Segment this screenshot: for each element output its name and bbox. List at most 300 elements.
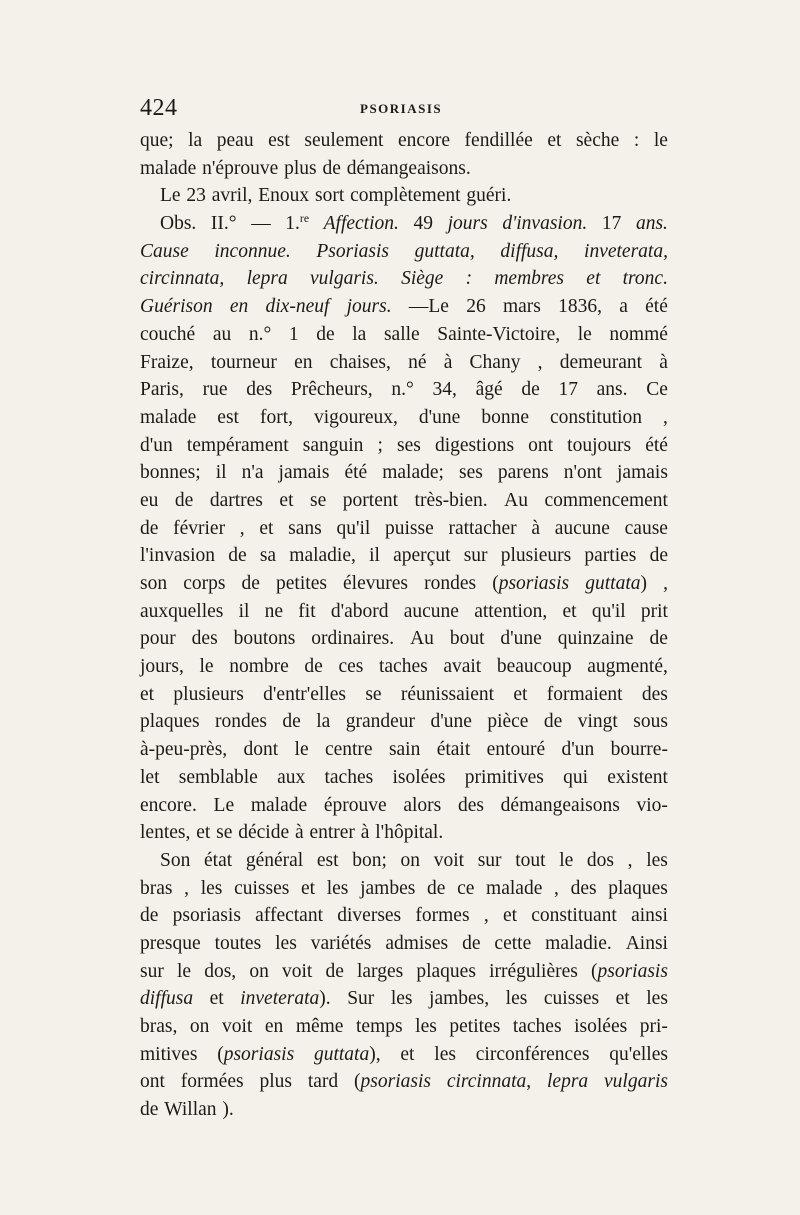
word: jambes, bbox=[429, 988, 490, 1010]
text-line bbox=[140, 875, 668, 903]
text-line bbox=[140, 681, 668, 709]
word: bras bbox=[140, 877, 173, 899]
word: (psoriasis bbox=[492, 573, 570, 594]
word: 49 bbox=[413, 213, 434, 235]
word: aperçut bbox=[393, 545, 451, 567]
word: à bbox=[294, 822, 304, 844]
word: pri- bbox=[639, 1016, 668, 1037]
word: Ainsi bbox=[625, 932, 668, 954]
word: de bbox=[140, 517, 159, 539]
text-line bbox=[140, 404, 668, 432]
word: il bbox=[369, 545, 380, 567]
word: très-bien. bbox=[414, 489, 488, 511]
word: digestions bbox=[434, 434, 515, 456]
word: boutons bbox=[233, 628, 296, 650]
text-line bbox=[140, 238, 668, 266]
word: Enoux bbox=[258, 185, 310, 207]
text-line bbox=[140, 265, 668, 293]
word: ont bbox=[140, 1071, 165, 1093]
word: à-peu-près, bbox=[140, 739, 228, 761]
text-line bbox=[140, 542, 668, 570]
word: de bbox=[228, 545, 247, 567]
word: se bbox=[216, 822, 233, 844]
word: à bbox=[659, 351, 668, 373]
text-line bbox=[140, 653, 668, 681]
text-line bbox=[140, 210, 668, 238]
word: mars bbox=[502, 296, 541, 318]
text-line bbox=[140, 293, 668, 321]
word: plus bbox=[259, 1071, 292, 1093]
word: n'ont bbox=[563, 462, 602, 484]
word: ses bbox=[397, 434, 421, 456]
word: malade bbox=[140, 406, 197, 428]
word: n'éprouve bbox=[202, 157, 279, 179]
word: rattacher bbox=[448, 517, 517, 539]
word: l'invasion bbox=[140, 545, 216, 567]
word: Obs. bbox=[160, 213, 197, 235]
word: de bbox=[325, 960, 344, 982]
word: sur bbox=[140, 960, 164, 982]
word: pièce bbox=[487, 711, 529, 733]
text-line bbox=[140, 155, 668, 183]
word: : bbox=[633, 130, 640, 151]
word: malade; bbox=[382, 462, 444, 484]
word: chaises, bbox=[329, 351, 391, 373]
word: et bbox=[259, 517, 274, 539]
word: diffusa bbox=[140, 988, 194, 1010]
word: les bbox=[646, 849, 668, 871]
word: portent bbox=[342, 489, 399, 511]
word: de bbox=[322, 157, 341, 179]
word: se bbox=[365, 683, 382, 705]
word: mitives bbox=[140, 1043, 198, 1065]
word: admises bbox=[385, 932, 449, 954]
word: voit bbox=[281, 960, 313, 982]
text-line bbox=[140, 459, 668, 487]
word: sur bbox=[477, 849, 502, 871]
word: né bbox=[408, 351, 427, 373]
word: Fraize, bbox=[140, 351, 194, 373]
word: auxquelles bbox=[140, 600, 224, 622]
word: bon; bbox=[352, 849, 387, 871]
word: presque bbox=[140, 932, 201, 954]
word: et bbox=[502, 905, 518, 927]
word: formes bbox=[415, 905, 470, 927]
word: 1836, bbox=[558, 296, 602, 318]
word: puisse bbox=[385, 517, 434, 539]
word: plaques bbox=[608, 877, 668, 899]
word: quinzaine bbox=[557, 628, 634, 650]
word: en bbox=[229, 296, 249, 318]
word: de bbox=[649, 628, 668, 650]
word: d'un bbox=[140, 434, 173, 456]
word: aucune bbox=[403, 600, 459, 622]
word: ). bbox=[222, 1099, 234, 1121]
word: qu'il bbox=[591, 600, 626, 622]
word: de bbox=[649, 545, 668, 567]
word: à bbox=[531, 517, 541, 539]
word: des bbox=[641, 683, 668, 705]
word: ont bbox=[528, 434, 554, 456]
word: ans. bbox=[596, 379, 628, 401]
word: malade bbox=[140, 157, 197, 179]
word: et bbox=[279, 489, 294, 511]
word: sur bbox=[463, 545, 488, 567]
word: le bbox=[577, 323, 592, 345]
word: au bbox=[212, 323, 232, 345]
word: formaient bbox=[546, 683, 623, 705]
word: démangeaisons bbox=[500, 794, 620, 816]
word: voit bbox=[221, 1016, 253, 1037]
word: d'invasion. bbox=[502, 213, 588, 235]
word: d'entr'elles bbox=[263, 683, 346, 705]
word: la bbox=[352, 323, 367, 345]
word: petites bbox=[276, 573, 327, 594]
word: attention, bbox=[474, 600, 548, 622]
word: Chany bbox=[469, 351, 521, 373]
word: (psoriasis bbox=[591, 960, 668, 982]
word: jours. bbox=[346, 296, 392, 318]
word: de bbox=[521, 379, 540, 401]
text-line bbox=[140, 349, 668, 377]
word: couché bbox=[140, 323, 196, 345]
word: bourre- bbox=[610, 739, 668, 761]
word: la bbox=[316, 711, 331, 733]
word: vio- bbox=[636, 794, 668, 816]
word: ; bbox=[377, 434, 383, 456]
text-line bbox=[140, 321, 668, 349]
word: tronc. bbox=[622, 268, 668, 290]
word: cette bbox=[494, 932, 532, 954]
word: à bbox=[360, 822, 370, 844]
word: inconnue. bbox=[214, 240, 291, 262]
word: , bbox=[663, 406, 668, 428]
word: les bbox=[505, 988, 528, 1010]
text-line bbox=[140, 958, 668, 986]
word: inveterata). bbox=[240, 988, 331, 1010]
word: cause bbox=[624, 517, 668, 539]
word: , bbox=[554, 877, 559, 899]
word: d'un bbox=[561, 739, 595, 761]
word: l'hôpital. bbox=[375, 822, 444, 844]
word: — bbox=[251, 213, 271, 235]
word: , bbox=[537, 351, 543, 373]
word: larges bbox=[356, 960, 404, 982]
word: rondes bbox=[215, 711, 267, 733]
text-line bbox=[140, 1068, 668, 1096]
word: bonne bbox=[481, 406, 529, 428]
word: en bbox=[264, 1016, 284, 1037]
word: constitution bbox=[549, 406, 643, 428]
word: fort, bbox=[259, 406, 293, 428]
word: il bbox=[215, 462, 227, 484]
text-line bbox=[140, 764, 668, 792]
word: Au bbox=[504, 489, 528, 511]
word: maladie. bbox=[545, 932, 612, 954]
word: Son bbox=[160, 849, 191, 871]
text-line bbox=[140, 792, 668, 820]
word: aux bbox=[277, 766, 306, 788]
word: d'abord bbox=[330, 600, 389, 622]
word: la bbox=[188, 130, 203, 151]
word: dartres bbox=[209, 489, 263, 511]
word: qu'elles bbox=[609, 1043, 668, 1065]
text-line bbox=[140, 736, 668, 764]
word: tout bbox=[515, 849, 546, 871]
body-text bbox=[140, 127, 668, 1124]
word: —Le bbox=[408, 296, 449, 318]
word: sanguin bbox=[302, 434, 364, 456]
word: de bbox=[282, 711, 301, 733]
word: plaques bbox=[416, 960, 476, 982]
word: et bbox=[209, 988, 224, 1010]
word: est bbox=[217, 406, 239, 428]
word: affectant bbox=[255, 905, 323, 927]
word: de bbox=[241, 573, 260, 594]
word: même bbox=[295, 1016, 344, 1037]
word: d'une bbox=[418, 406, 461, 428]
word: 26 bbox=[466, 296, 486, 318]
word: isolées bbox=[392, 766, 446, 788]
word: salle bbox=[383, 323, 420, 345]
word: dix-neuf bbox=[265, 296, 330, 318]
word: , bbox=[184, 877, 190, 899]
word: été bbox=[344, 462, 368, 484]
word: existent bbox=[607, 766, 668, 788]
word: n.° bbox=[391, 379, 414, 401]
word: les bbox=[415, 1016, 437, 1037]
text-line bbox=[140, 127, 668, 155]
text-line bbox=[140, 182, 668, 210]
word: bras, bbox=[140, 1016, 178, 1037]
word: et bbox=[300, 877, 316, 899]
text-line bbox=[140, 515, 668, 543]
word: d'une bbox=[500, 628, 542, 650]
word: (psoriasis bbox=[217, 1043, 295, 1065]
word: avait bbox=[443, 656, 482, 678]
text-line bbox=[140, 902, 668, 930]
word: dos bbox=[586, 849, 615, 871]
word: rondes bbox=[424, 573, 477, 594]
word: tourneur bbox=[210, 351, 277, 373]
word: corps bbox=[183, 573, 226, 594]
text-line bbox=[140, 708, 668, 736]
word: augmenté, bbox=[587, 656, 668, 678]
word: Guérison bbox=[140, 296, 213, 318]
word: circinnata, bbox=[446, 1071, 532, 1093]
word: dos, bbox=[204, 960, 237, 982]
word: guéri. bbox=[466, 185, 512, 207]
word: le bbox=[559, 849, 574, 871]
word: entrer bbox=[309, 822, 355, 844]
word: des bbox=[246, 379, 273, 401]
word: membres bbox=[494, 268, 565, 290]
word: et bbox=[562, 600, 577, 622]
word: que; bbox=[140, 130, 174, 151]
word: commencement bbox=[544, 489, 668, 511]
word: constituant bbox=[531, 905, 617, 927]
word: Le bbox=[160, 185, 181, 207]
word: des bbox=[570, 877, 597, 899]
word: le bbox=[199, 656, 214, 678]
word: temps bbox=[356, 1016, 403, 1037]
word: vulgaris. bbox=[310, 268, 379, 290]
word: jours, bbox=[140, 656, 184, 678]
word: des bbox=[191, 628, 218, 650]
word: Prêcheurs, bbox=[290, 379, 373, 401]
text-line bbox=[140, 930, 668, 958]
word: Cause bbox=[140, 240, 189, 262]
running-head: PSORIASIS bbox=[360, 101, 443, 116]
word: II.° bbox=[210, 213, 237, 235]
word: en bbox=[294, 351, 313, 373]
word: sort bbox=[314, 185, 345, 207]
word: jours bbox=[447, 213, 488, 235]
word: et bbox=[513, 683, 528, 705]
word: Paris, bbox=[140, 379, 184, 401]
word: Affection. bbox=[323, 213, 399, 235]
word: Sainte-Victoire, bbox=[437, 323, 561, 345]
word: variétés bbox=[310, 932, 372, 954]
word: on bbox=[400, 849, 421, 871]
word: les bbox=[434, 1043, 456, 1065]
word: lepra bbox=[246, 268, 288, 290]
word: prit bbox=[640, 600, 668, 622]
word: a bbox=[619, 296, 628, 318]
word: guttata) bbox=[585, 573, 647, 594]
text-line bbox=[140, 1013, 668, 1041]
word: de bbox=[140, 1099, 159, 1121]
word: malade bbox=[486, 877, 543, 899]
word: plusieurs bbox=[500, 545, 572, 567]
word: et bbox=[615, 988, 630, 1010]
word: et bbox=[586, 268, 601, 290]
word: n.° bbox=[248, 323, 272, 345]
word: de bbox=[174, 489, 194, 511]
word: psoriasis bbox=[172, 905, 241, 927]
word: plaques bbox=[140, 711, 200, 733]
text-line bbox=[140, 432, 668, 460]
text-line bbox=[140, 1041, 668, 1069]
word: petites bbox=[449, 1016, 501, 1037]
word: peau bbox=[216, 130, 254, 151]
word: qu'il bbox=[336, 517, 371, 539]
word: février bbox=[173, 517, 226, 539]
text-line bbox=[140, 598, 668, 626]
word: est bbox=[316, 849, 339, 871]
word: Sur bbox=[347, 988, 375, 1010]
word: décide bbox=[238, 822, 290, 844]
word: Psoriasis bbox=[316, 240, 389, 262]
word: ses bbox=[458, 462, 483, 484]
word: âgé bbox=[475, 379, 503, 401]
word: complètement bbox=[350, 185, 461, 207]
text-line bbox=[140, 625, 668, 653]
word: seulement bbox=[304, 130, 384, 151]
word: guttata, bbox=[414, 240, 475, 262]
word: ne bbox=[264, 600, 284, 622]
word: tempérament bbox=[186, 434, 289, 456]
word: Willan bbox=[164, 1099, 217, 1121]
word: les bbox=[646, 988, 668, 1010]
page-number: 424 bbox=[140, 95, 178, 121]
word: taches bbox=[378, 656, 428, 678]
word: 23 bbox=[186, 185, 206, 207]
word: encore. bbox=[140, 794, 197, 816]
word: qui bbox=[563, 766, 589, 788]
word: pour bbox=[140, 628, 176, 650]
word: de bbox=[462, 932, 481, 954]
word: rue bbox=[202, 379, 228, 401]
word: général bbox=[245, 849, 304, 871]
word: irrégulières bbox=[489, 960, 578, 982]
word: 17 bbox=[601, 213, 622, 235]
word: fit bbox=[298, 600, 316, 622]
word: , bbox=[483, 905, 489, 927]
word: taches bbox=[324, 766, 374, 788]
word: let bbox=[140, 766, 160, 788]
word: jamais bbox=[617, 462, 668, 484]
word: le bbox=[176, 960, 192, 982]
word: taches bbox=[512, 1016, 562, 1037]
word: dont bbox=[243, 739, 279, 761]
word: les bbox=[326, 877, 349, 899]
word: semblable bbox=[178, 766, 258, 788]
word: circinnata, bbox=[140, 268, 225, 290]
word: et bbox=[140, 683, 155, 705]
word: sans bbox=[288, 517, 322, 539]
word: vigoureux, bbox=[313, 406, 398, 428]
word: jambes bbox=[360, 877, 416, 899]
word: à bbox=[443, 351, 453, 373]
word: toutes bbox=[214, 932, 262, 954]
word: son bbox=[140, 573, 168, 594]
word: 1 bbox=[288, 323, 299, 345]
word: isolées bbox=[574, 1016, 628, 1037]
word: jamais bbox=[278, 462, 330, 484]
word: 17 bbox=[558, 379, 578, 401]
word: beaucoup bbox=[496, 656, 572, 678]
word: tard bbox=[307, 1071, 339, 1093]
word: ce bbox=[457, 877, 475, 899]
word: sa bbox=[259, 545, 277, 567]
word: centre bbox=[324, 739, 373, 761]
word: cuisses bbox=[543, 988, 600, 1010]
word: guttata), bbox=[313, 1043, 381, 1065]
word: Au bbox=[410, 628, 434, 650]
word: est bbox=[268, 130, 290, 151]
word: encore bbox=[398, 130, 450, 151]
word: sèche bbox=[575, 130, 620, 151]
word: vingt bbox=[577, 711, 618, 733]
word: les bbox=[275, 932, 297, 954]
word: : bbox=[465, 268, 473, 290]
word: grandeur bbox=[345, 711, 416, 733]
word: et bbox=[547, 130, 562, 151]
word: ces bbox=[338, 656, 364, 678]
superscript: re bbox=[299, 212, 310, 226]
word: des bbox=[457, 794, 484, 816]
word: de bbox=[304, 656, 323, 678]
word: les bbox=[200, 877, 223, 899]
word: ainsi bbox=[631, 905, 668, 927]
word: on bbox=[249, 960, 269, 982]
word: de bbox=[140, 905, 159, 927]
word: le bbox=[294, 739, 309, 761]
word: vulgaris bbox=[604, 1071, 668, 1093]
text-line bbox=[140, 847, 668, 875]
word: élevures bbox=[343, 573, 408, 594]
